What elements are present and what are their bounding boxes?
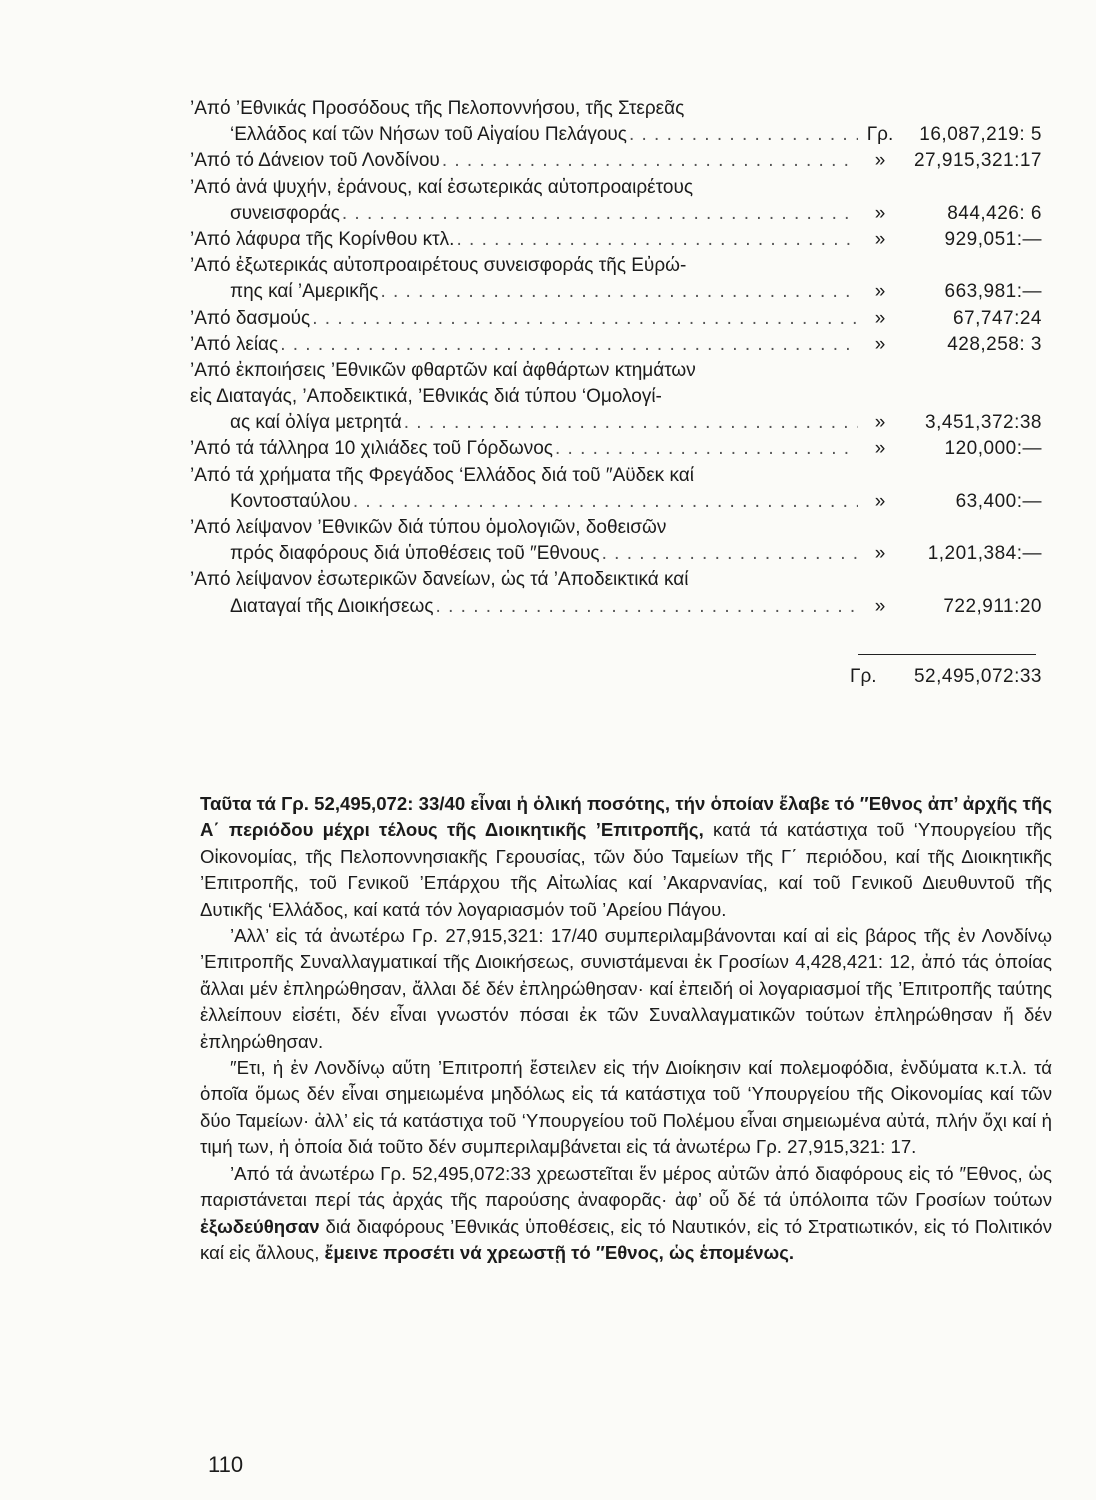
ledger-entry-final-line (190, 201, 1050, 227)
ledger-entry-currency: » (874, 595, 886, 617)
ledger-entry-description: ας καί ὀλίγα μετρητά (230, 412, 402, 434)
ledger-entry-description: πρός διαφόρους διά ὑποθέσεις τοῦ ″Εθνους (230, 543, 600, 565)
ledger-entry-amount: 27,915,321:17 (913, 150, 1042, 172)
ledger-entry-final-line (190, 541, 1050, 567)
ledger-entry-currency: » (874, 202, 886, 224)
leader-dots (555, 436, 858, 462)
ledger-entry-amount: 120,000:— (944, 438, 1042, 460)
ledger-entry-line: ’Από ἀνά ψυχήν, ἐράνους, καί ἐσωτερικάς αὐτοπροαιρέτους (190, 176, 693, 198)
ledger-entry-final-line (190, 436, 1050, 462)
ledger-entry-currency: » (874, 228, 886, 250)
leader-dots (442, 148, 858, 174)
ledger-entry (190, 148, 1050, 174)
ledger-entry-amount: 63,400:— (955, 490, 1042, 512)
ledger-entry (190, 175, 1050, 227)
ledger-entry-description: ’Από λάφυρα τῆς Κορίνθου κτλ. (190, 228, 455, 250)
ledger-entry-amount: 3,451,372:38 (925, 412, 1042, 434)
ledger-entry-final-line (190, 489, 1050, 515)
ledger-entry-currency: » (874, 333, 886, 355)
ledger-entry-description: πης καί ’Αμερικῆς (230, 281, 379, 303)
ledger-entry (190, 463, 1050, 515)
ledger-entry-currency: » (874, 490, 886, 512)
ledger-entry-currency: » (874, 543, 886, 565)
ledger-entry-currency: Γρ. (866, 124, 894, 146)
leader-dots (404, 410, 858, 436)
ledger-entry (190, 96, 1050, 148)
ledger-entry (190, 306, 1050, 332)
ledger-entry (190, 332, 1050, 358)
debts-text-a: ’Από τά ἀνωτέρω Γρ. 52,495,072:33 χρεωστεῖται ἕν μέρος αὐτῶν ἀπό διαφόρους εἰς τό ″Εθνος, ὡς παριστάνεται περί τάς ἀρχάς τῆς παρούσης ἀναφορᾶς· ἀφ’ οὗ δέ τά ὑπόλοιπα τῶν Γροσίων τούτων (200, 1162, 1052, 1211)
ledger-entry-amount: 844,426: 6 (947, 202, 1042, 224)
ledger-entry-currency: » (874, 412, 886, 434)
ledger-entry-description: ’Από τά τάλληρα 10 χιλιάδες τοῦ Γόρδωνος (190, 438, 553, 460)
debts-text-c: διά διαφόρους ’Εθνικάς ὑποθέσεις, εἰς τό Ναυτικόν, εἰς τό Στρατιωτικόν, εἰς τό Πολιτικόν καί εἰς ἄλλους, (200, 1215, 1052, 1263)
debts-bold-word: ἐξωδεύθησαν (200, 1215, 320, 1237)
leader-dots (380, 279, 858, 305)
paragraph-debts (200, 1161, 1052, 1267)
page-number: 110 (208, 1452, 244, 1477)
ledger-entry-line: ’Από ἐκποιήσεις ’Εθνικῶν φθαρτῶν καί ἀφθάρτων κτημάτων (190, 359, 696, 381)
ledger-entry (190, 515, 1050, 567)
leader-dots (312, 306, 858, 332)
revenue-ledger (190, 96, 1050, 620)
ledger-entry-description: ’Από τό Δάνειον τοῦ Λονδίνου (190, 150, 440, 172)
ledger-entry-description: συνεισφοράς (230, 202, 340, 224)
ledger-entry-line: εἰς Διαταγάς, ’Αποδεικτικά, ’Εθνικάς διά τύπου ‘Ομολογί- (190, 386, 662, 408)
debts-bold-ending: ἔμεινε προσέτι νά χρεωστῇ τό ″Εθνος, ὡς ἑπομένως. (324, 1241, 795, 1263)
paragraph-london-bills: ’Αλλ’ εἰς τά ἀνωτέρω Γρ. 27,915,321: 17/40 συμπεριλαμβάνονται καί αἱ εἰς βάρος τῆς ἐν Λονδίνῳ ’Επιτροπῆς Συναλλαγματικαί τῆς Διοικήσεως, συνιστάμεναι ἐκ Γροσίων 4,428,421: 12, ἀπό τάς ὁποίας ἄλλαι μέν ἐπληρώθησαν, ἄλλαι δέ δέν ἐπληρώθησαν· καί ἐπειδή οἱ λογαριασμοί τῆς ’Επιτροπῆς ταύτης ἐλλείπουν εἰσέτι, δέν εἶναι γνωστόν πόσαι ἐκ τῶν Συναλλαγματικῶν τούτων ἐπληρώθησαν ἤ δέν ἐπληρώθησαν. (200, 925, 1052, 1052)
ledger-entry-amount: 722,911:20 (943, 595, 1042, 617)
ledger-entry-amount: 67,747:24 (952, 307, 1042, 329)
ledger-total (850, 666, 1050, 688)
ledger-entry-final-line (190, 148, 1050, 174)
total-currency: Γρ. (850, 666, 877, 687)
ledger-entry-description: ’Από δασμούς (190, 307, 311, 329)
ledger-entry-final-line (190, 227, 1050, 253)
leader-dots (280, 332, 858, 358)
ledger-entry-line: ’Από λείψανον ἐσωτερικῶν δανείων, ὡς τά ’Αποδεικτικά καί (190, 569, 689, 591)
ledger-entry-amount: 929,051:— (944, 228, 1042, 250)
ledger-entry-line: ’Από ’Εθνικάς Προσόδους τῆς Πελοποννήσου, τῆς Στερεᾶς (190, 98, 685, 119)
paragraph-war-supplies: ″Ετι, ἡ ἐν Λονδίνῳ αὕτη ’Επιτροπή ἔστειλεν εἰς τήν Διοίκησιν καί πολεμοφόδια, ἐνδύματα κ.τ.λ. τά ὁποῖα ὅμως δέν εἶναι σημειωμένα μηδόλως εἰς τά κατάστιχα τοῦ ‘Υπουργείου τῆς Οἰκονομίας καί τῶν δύο Ταμείων· ἀλλ’ εἰς τά κατάστιχα τοῦ ‘Υπουργείου τοῦ Πολέμου εἶναι σημειωμένα αὐτά, πλήν ὄχι καί ἡ τιμή των, ἡ ὁποία διά τοῦτο δέν συμπεριλαμβάνεται εἰς τά ἀνωτέρω Γρ. 27,915,321: 17. (200, 1057, 1052, 1158)
leader-dots (629, 122, 858, 148)
ledger-entry (190, 567, 1050, 619)
leader-dots (353, 489, 858, 515)
leader-dots (342, 201, 858, 227)
ledger-entry-amount: 428,258: 3 (947, 333, 1042, 355)
summary-text: κατά τά κατάστιχα τοῦ ‘Υπουργείου τῆς Οἰκονομίας, τῆς Πελοποννησιακῆς Γερουσίας, τῶν δύο Ταμείων τῆς Γ΄ περιόδου, καί τῆς Διοικητικῆς ’Επιτροπῆς, τοῦ Γενικοῦ ’Επάρχου τῆς Αἰτωλίας καί ’Ακαρνανίας, καί τοῦ Γενικοῦ Διευθυντοῦ τῆς Δυτικῆς ‘Ελλάδος, καί κατά τόν λογαριασμόν τοῦ ’Αρείου Πάγου. (200, 819, 1052, 920)
ledger-entry-final-line (190, 410, 1050, 436)
ledger-entry-final-line (190, 306, 1050, 332)
ledger-entry-final-line (190, 279, 1050, 305)
ledger-entry (190, 253, 1050, 305)
ledger-entry-currency: » (874, 150, 886, 172)
ledger-entry-final-line (190, 594, 1050, 620)
ledger-entry-line: ’Από ἐξωτερικάς αὐτοπροαιρέτους συνεισφοράς τῆς Εὐρώ- (190, 255, 687, 277)
paragraph-summary (200, 791, 1052, 923)
body-text (200, 791, 1052, 1266)
ledger-entry-description: Διαταγαί τῆς Διοικήσεως (230, 595, 434, 617)
ledger-entry-amount: 16,087,219: 5 (919, 124, 1042, 146)
ledger-entry-final-line (190, 332, 1050, 358)
total-rule (858, 654, 1036, 655)
ledger-entry-amount: 663,981:— (944, 281, 1042, 303)
ledger-entry-currency: » (874, 281, 886, 303)
ledger-entry-amount: 1,201,384:— (927, 543, 1042, 565)
ledger-entry-description: Κοντοσταύλου (230, 490, 351, 512)
leader-dots (436, 594, 858, 620)
ledger-entry-description: ‘Ελλάδος καί τῶν Νήσων τοῦ Αἰγαίου Πελάγους (230, 124, 627, 146)
ledger-entry-currency: » (874, 438, 886, 460)
total-amount: 52,495,072:33 (913, 666, 1042, 687)
ledger-entry-description: ’Από λείας (190, 333, 279, 355)
ledger-entry-line: ’Από λείψανον ’Εθνικῶν διά τύπου ὁμολογιῶν, δοθεισῶν (190, 517, 667, 538)
ledger-entry-currency: » (874, 307, 886, 329)
leader-dots (456, 227, 858, 253)
ledger-entry-final-line (190, 122, 1050, 148)
ledger-entry (190, 436, 1050, 462)
ledger-entry (190, 227, 1050, 253)
ledger-entry-line: ’Από τά χρήματα τῆς Φρεγάδος ‘Ελλάδος διά τοῦ ″Αϋδεκ καί (190, 464, 694, 486)
ledger-entry (190, 358, 1050, 437)
leader-dots (602, 541, 858, 567)
summary-bold-text: Ταῦτα τά Γρ. 52,495,072: 33/40 εἶναι ἡ ὁλική ποσότης, τήν ὁποίαν ἔλαβε τό ″Εθνος ἀπ’ ἀρχῆς τῆς Α΄ περιόδου μέχρι τέλους τῆς Διοικητικῆς ’Επιτροπῆς, (200, 793, 1052, 841)
